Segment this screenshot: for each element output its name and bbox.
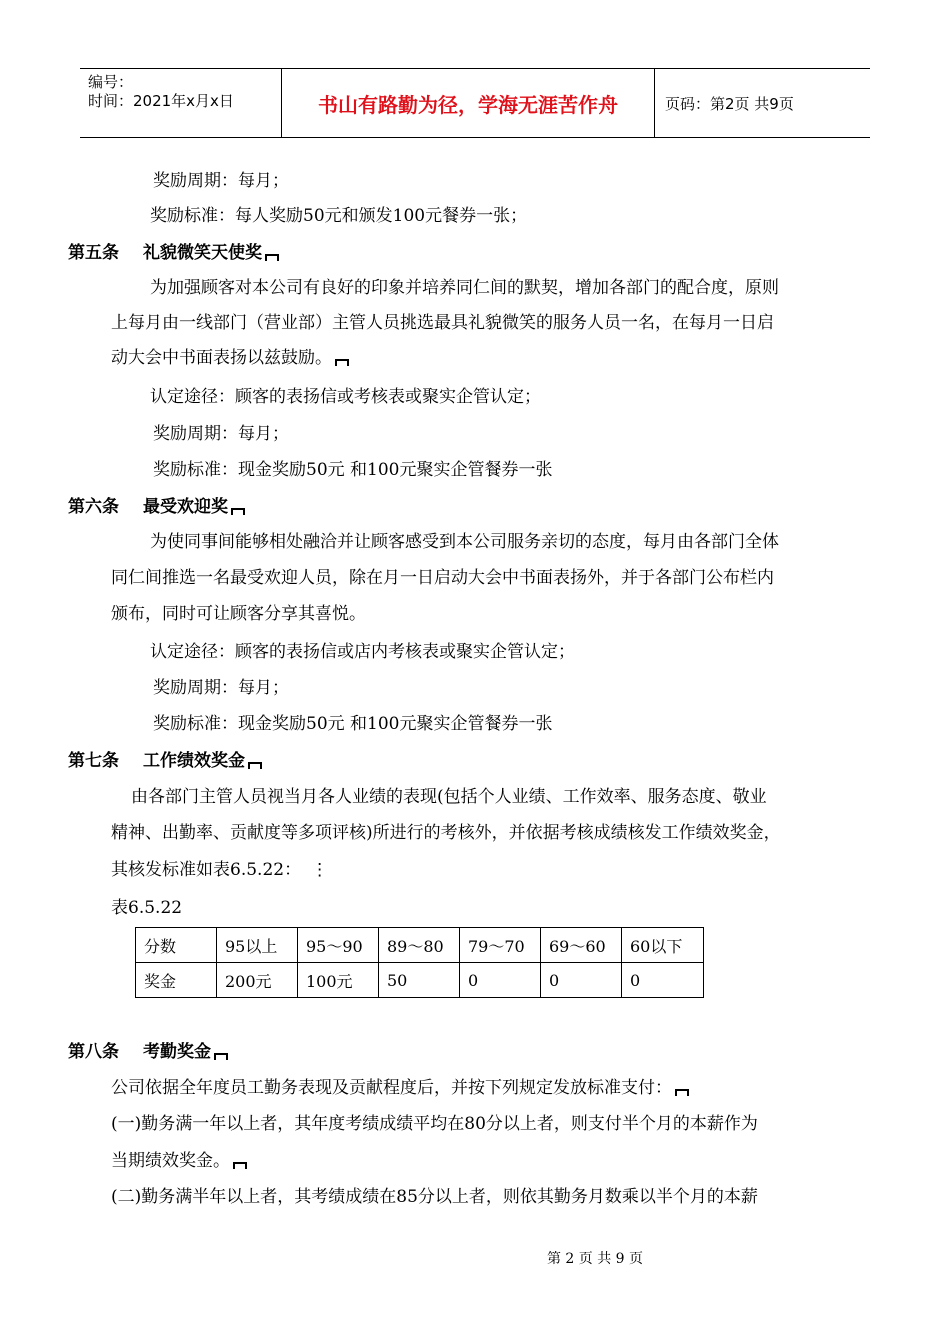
table-cell: 89～80 <box>379 928 460 963</box>
text-line: 奖励标准：现金奖励50元 和100元聚实企管餐券一张 <box>153 460 553 480</box>
table-cell: 95以上 <box>217 928 298 963</box>
text-line: 为使同事间能够相处融洽并让顾客感受到本公司服务亲切的态度，每月由各部门全体 <box>150 532 779 552</box>
table-cell: 0 <box>622 963 704 998</box>
table-row <box>136 963 704 998</box>
paragraph-mark-icon <box>265 254 279 261</box>
text-line: 为加强顾客对本公司有良好的印象并培养同仁间的默契，增加各部门的配合度，原则 <box>150 278 779 298</box>
ellipsis-mark: ⋮ <box>311 860 329 880</box>
text-line: 奖励周期：每月； <box>153 678 289 698</box>
text-line: 其核发标准如表6.5.22： ⋮ <box>111 860 329 880</box>
paragraph-mark-icon <box>675 1089 689 1096</box>
table-row <box>136 928 704 963</box>
table-cell: 79～70 <box>460 928 541 963</box>
page-header <box>80 68 870 138</box>
table-cell: 奖金 <box>136 963 217 998</box>
header-meta <box>80 69 282 137</box>
article-5-heading <box>68 242 279 264</box>
text-line: 精神、出勤率、贡献度等多项评核)所进行的考核外，并依据考核成绩核发工作绩效奖金， <box>111 823 781 843</box>
page-footer: 第 2 页 共 9 页 <box>546 1251 644 1267</box>
paragraph-mark-icon <box>233 1162 247 1169</box>
paragraph-mark-icon <box>335 359 349 366</box>
text-line: 颁布，同时可让顾客分享其喜悦。 <box>111 604 366 624</box>
table-cell: 分数 <box>136 928 217 963</box>
paragraph-mark-icon <box>214 1053 228 1060</box>
article-7-heading <box>68 750 262 772</box>
article-number: 第七条 <box>68 751 119 771</box>
text-line: 奖励标准：每人奖励50元和颁发100元餐券一张； <box>150 206 528 226</box>
text-line: 认定途径：顾客的表扬信或考核表或聚实企管认定； <box>150 387 541 407</box>
table-cell: 69～60 <box>541 928 622 963</box>
text-line: 奖励标准：现金奖励50元 和100元聚实企管餐券一张 <box>153 714 553 734</box>
time-label: 时间：2021年x月x日 <box>88 92 234 110</box>
table-cell: 200元 <box>217 963 298 998</box>
table-cell: 95～90 <box>298 928 379 963</box>
text-line: (一)勤务满一年以上者，其年度考绩成绩平均在80分以上者，则支付半个月的本薪作为 <box>111 1114 758 1134</box>
score-bonus-table <box>135 927 704 998</box>
article-6-heading <box>68 496 245 518</box>
text-line: 公司依据全年度员工勤务表现及贡献程度后，并按下列规定发放标准支付： <box>111 1077 689 1099</box>
text-line: 认定途径：顾客的表扬信或店内考核表或聚实企管认定； <box>150 642 575 662</box>
text-line: 同仁间推选一名最受欢迎人员，除在月一日启动大会中书面表扬外，并于各部门公布栏内 <box>111 568 774 588</box>
article-8-heading <box>68 1041 228 1063</box>
text-line: 由各部门主管人员视当月各人业绩的表现(包括个人业绩、工作效率、服务态度、敬业 <box>131 787 767 807</box>
table-cell: 100元 <box>298 963 379 998</box>
paragraph-mark-icon <box>231 508 245 515</box>
table-cell: 60以下 <box>622 928 704 963</box>
article-title: 工作绩效奖金 <box>143 751 245 771</box>
table-cell: 0 <box>460 963 541 998</box>
table-cell: 0 <box>541 963 622 998</box>
article-number: 第八条 <box>68 1042 119 1062</box>
article-number: 第五条 <box>68 243 119 263</box>
article-number: 第六条 <box>68 497 119 517</box>
paragraph-mark-icon <box>248 762 262 769</box>
table-caption: 表6.5.22 <box>111 898 183 918</box>
text-line: 奖励周期：每月； <box>153 424 289 444</box>
text-line: 当期绩效奖金。 <box>111 1150 247 1172</box>
article-title: 考勤奖金 <box>143 1042 211 1062</box>
header-page-info: 页码：第2页 共9页 <box>665 94 794 113</box>
text-line: 上每月由一线部门（营业部）主管人员挑选最具礼貌微笑的服务人员一名，在每月一日启 <box>111 313 774 333</box>
article-title: 礼貌微笑天使奖 <box>143 243 262 263</box>
article-title: 最受欢迎奖 <box>143 497 228 517</box>
text-line: 奖励周期：每月； <box>153 171 289 191</box>
text-line: 动大会中书面表扬以兹鼓励。 <box>111 347 349 369</box>
table-cell: 50 <box>379 963 460 998</box>
text-line: (二)勤务满半年以上者，其考绩成绩在85分以上者，则依其勤务月数乘以半个月的本薪 <box>111 1187 758 1207</box>
code-label: 编号： <box>88 73 134 91</box>
header-motto: 书山有路勤为径，学海无涯苦作舟 <box>282 69 655 137</box>
